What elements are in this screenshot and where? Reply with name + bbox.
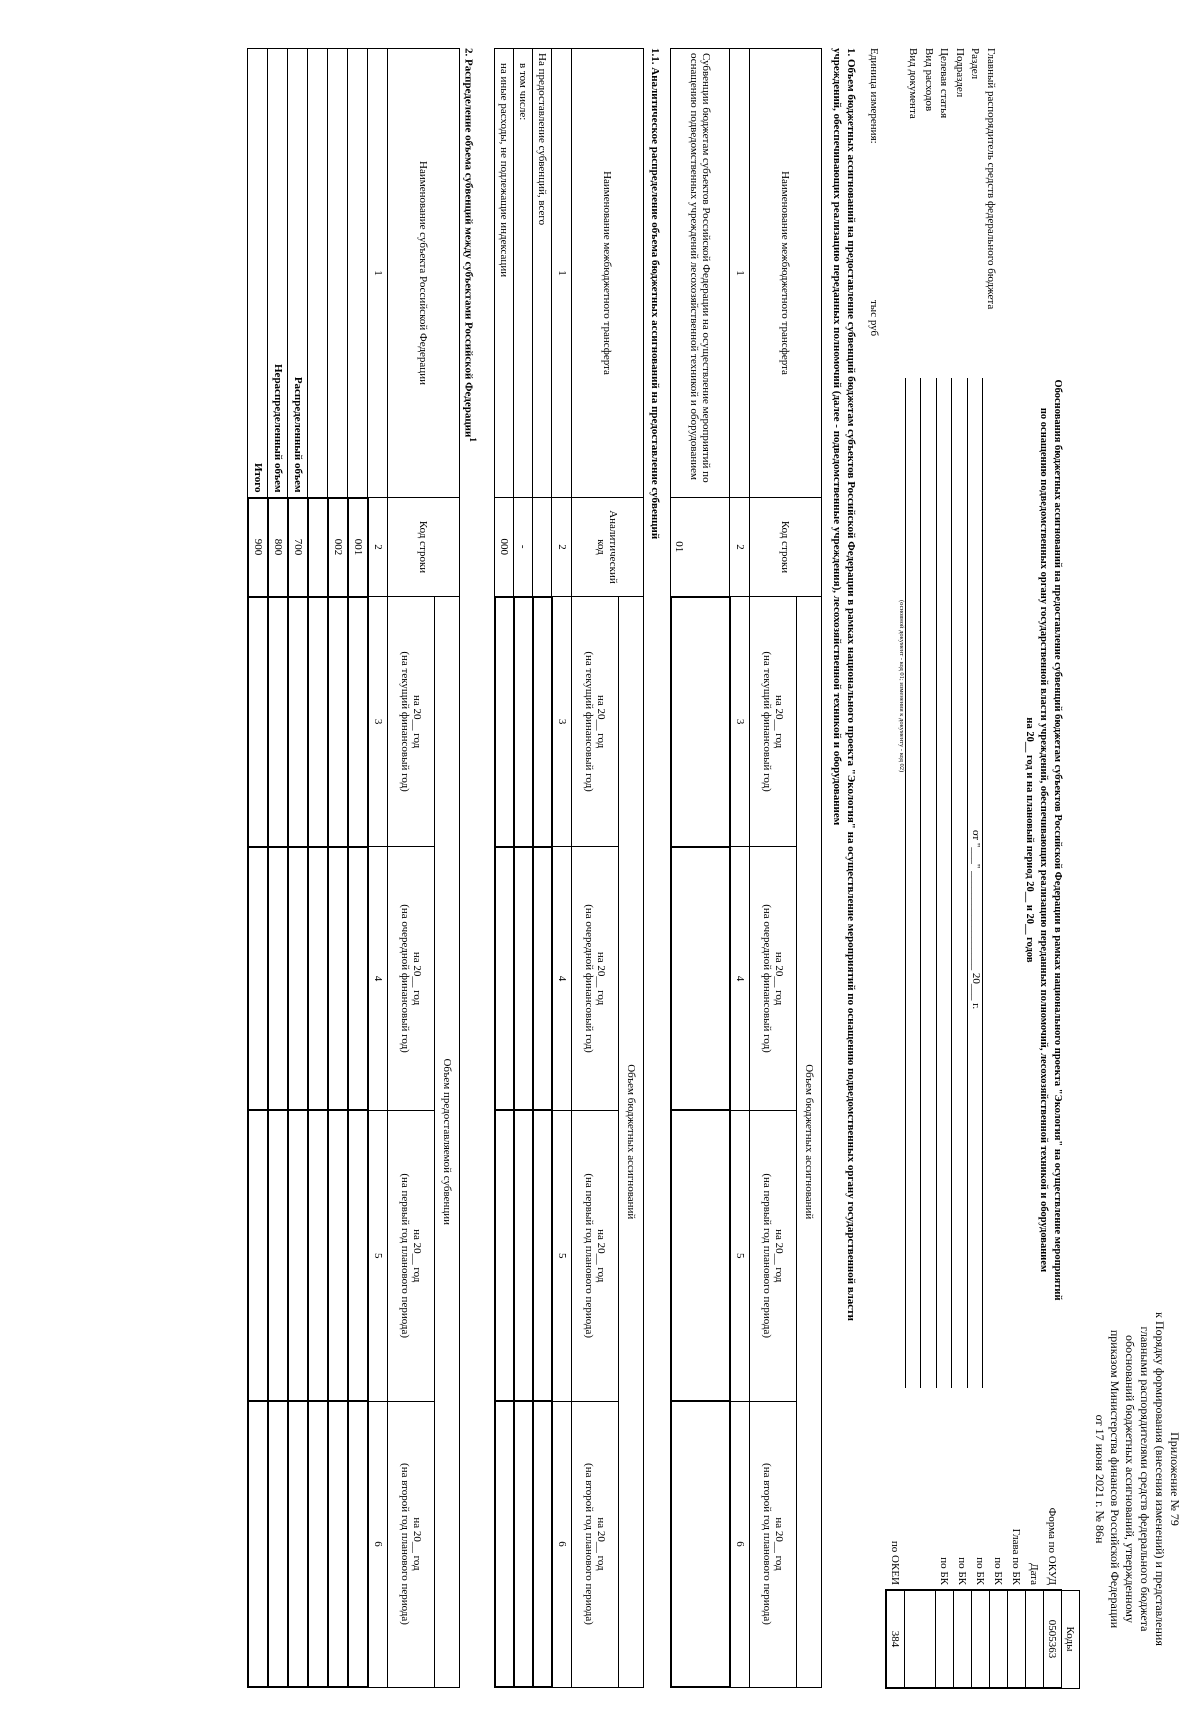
meta-row — [936, 48, 952, 1418]
value-cell[interactable] — [671, 847, 730, 1111]
col-header: Наименование межбюджетного трансферта — [750, 49, 822, 498]
col-header: на 20__ год (на текущий финансовый год) — [572, 597, 619, 847]
table-row — [348, 49, 368, 1688]
appendix-line: обоснований бюджетных ассигнований, утвержденному — [1123, 1335, 1137, 1623]
value-cell[interactable] — [248, 1401, 268, 1687]
footnote-mark: 1 — [468, 437, 478, 442]
section-2-table — [247, 48, 460, 1688]
value-cell[interactable] — [348, 597, 368, 847]
code-label: Глава по БК — [1010, 1528, 1023, 1585]
value-cell[interactable] — [288, 847, 308, 1111]
document-date[interactable]: от "___" __________________ 20___ г. — [970, 830, 982, 1010]
appendix-line: главными распорядителями средств федерального бюджета — [1138, 1326, 1152, 1632]
row-code: 000 — [495, 498, 514, 597]
meta-row — [921, 48, 937, 1418]
value-cell[interactable] — [288, 1401, 308, 1687]
row-name[interactable] — [308, 49, 328, 498]
col-number: 2 — [730, 498, 750, 597]
row-name: Нераспределенный объем — [268, 49, 288, 498]
value-cell[interactable] — [495, 1110, 514, 1401]
meta-input-line[interactable] — [936, 378, 949, 1388]
row-code: 002 — [328, 498, 348, 597]
value-cell[interactable] — [533, 1401, 552, 1687]
value-cell[interactable] — [514, 1110, 533, 1401]
meta-label: Подраздел — [954, 48, 966, 98]
col-header: на 20__ год (на второй год планового периода) — [750, 1401, 797, 1687]
col-number: 6 — [552, 1401, 572, 1687]
col-header: на 20__ год (на первый год планового периода) — [750, 1110, 797, 1401]
col-number: 4 — [552, 847, 572, 1111]
code-value[interactable] — [936, 1590, 954, 1688]
section-title-text: 2. Распределение объема субвенций между субъектами Российской Федерации — [462, 48, 475, 438]
code-value[interactable]: 0505363 — [1044, 1590, 1062, 1688]
meta-label: Вид расходов — [923, 48, 935, 112]
col-number: 5 — [368, 1110, 388, 1401]
row-name: Субвенции бюджетам субъектов Российской Федерации на осуществление мероприятий по оснащению подведомственных учреждений лесохозяйственной техникой и оборудованием — [671, 49, 730, 498]
section-title-line: 1. Объем бюджетных ассигнований на предоставление субвенций бюджетам субъектов Российской Федерации в рамках национального проекта "Экология" на осуществление мероприятий по оснащению подведомственных органу государственной власти — [845, 48, 857, 1321]
col-number: 6 — [368, 1401, 388, 1687]
code-label: по БК — [992, 1557, 1005, 1585]
meta-row — [967, 48, 983, 1418]
value-cell[interactable] — [288, 597, 308, 847]
value-cell[interactable] — [514, 1401, 533, 1687]
value-cell[interactable] — [248, 1110, 268, 1401]
code-label: по БК — [956, 1557, 969, 1585]
col-number: 2 — [368, 498, 388, 597]
code-label: по БК — [938, 1557, 951, 1585]
row-name: На предоставление субвенций, всего — [533, 49, 552, 498]
col-header: на 20__ год (на текущий финансовый год) — [388, 597, 435, 847]
row-code: 800 — [268, 498, 288, 597]
col-number: 3 — [368, 597, 388, 847]
col-number: 6 — [730, 1401, 750, 1687]
appendix-number: Приложение № 79 — [1168, 1432, 1182, 1526]
code-value[interactable] — [1026, 1590, 1044, 1688]
meta-label: Раздел — [969, 48, 982, 80]
col-group-header: Объем бюджетных ассигнований — [797, 597, 822, 1688]
section-1-table — [670, 48, 822, 1688]
col-header: на 20__ год (на второй год планового периода) — [572, 1401, 619, 1687]
value-cell[interactable] — [328, 1401, 348, 1687]
unit-label: Единица измерения: — [868, 48, 880, 144]
value-cell[interactable] — [268, 847, 288, 1111]
meta-input-line[interactable] — [983, 378, 996, 1388]
col-number: 3 — [552, 597, 572, 847]
unit-value: тыс руб — [868, 300, 880, 337]
appendix-line: от 17 июня 2021 г. № 86н — [1093, 1414, 1107, 1544]
table-row — [533, 49, 552, 1688]
col-header: на 20__ год (на очередной финансовый год) — [388, 847, 435, 1111]
section-1-1-title: 1.1. Аналитическое распределение объема бюджетных ассигнований на предоставление субвенций — [649, 48, 661, 540]
table-row — [248, 49, 268, 1688]
value-cell[interactable] — [671, 1401, 730, 1687]
row-name: Распределенный объем — [288, 49, 308, 498]
col-header: Наименование межбюджетного трансферта — [572, 49, 644, 498]
row-code: 001 — [348, 498, 368, 597]
table-row — [495, 49, 514, 1688]
title-line: Обоснования бюджетных ассигнований на предоставление субвенций бюджетам субъектов Российской Федерации в рамках национального проекта "Экология" на осуществление мероприятий — [1052, 379, 1063, 1301]
section-title-line: учреждений, обеспечивающих реализацию переданных полномочий (далее - подведомственные учреждения), лесохозяйственной техникой и оборудованием — [831, 48, 843, 826]
value-cell[interactable] — [533, 1110, 552, 1401]
meta-input-line[interactable] — [967, 378, 980, 1388]
value-cell[interactable] — [533, 847, 552, 1111]
col-header: Аналитический код — [572, 498, 644, 597]
row-code: 700 — [288, 498, 308, 597]
code-value[interactable] — [905, 1590, 936, 1688]
meta-row — [952, 48, 968, 1418]
title-line: на 20__ год и на плановый период 20__ и 20__ годов — [1024, 717, 1035, 963]
value-cell[interactable] — [348, 847, 368, 1111]
code-value[interactable] — [972, 1590, 990, 1688]
value-cell[interactable] — [328, 597, 348, 847]
value-cell[interactable] — [495, 597, 514, 847]
title-line: по оснащению подведомственных органу государственной власти учреждений, обеспечивающих реализацию переданных полномочий, лесохозяйственной техникой и оборудованием — [1038, 407, 1049, 1273]
row-name[interactable] — [328, 49, 348, 498]
code-value[interactable]: 384 — [886, 1590, 905, 1688]
value-cell[interactable] — [308, 597, 328, 847]
col-header: на 20__ год (на первый год планового периода) — [388, 1110, 435, 1401]
value-cell[interactable] — [348, 1110, 368, 1401]
row-code: 900 — [248, 498, 268, 597]
table-row — [514, 49, 533, 1688]
code-label: Дата — [1028, 1563, 1041, 1585]
section-2-title — [461, 48, 480, 1688]
col-number: 5 — [552, 1110, 572, 1401]
col-number: 2 — [552, 498, 572, 597]
col-number: 3 — [730, 597, 750, 847]
col-header: на 20__ год (на текущий финансовый год) — [750, 597, 797, 847]
meta-fields — [905, 48, 998, 1418]
row-code: - — [514, 498, 533, 597]
col-header: на 20__ год (на второй год планового периода) — [388, 1401, 435, 1687]
value-cell[interactable] — [514, 597, 533, 847]
row-name[interactable] — [348, 49, 368, 498]
col-header: на 20__ год (на очередной финансовый год) — [572, 847, 619, 1111]
meta-label: Целевая статья — [938, 48, 951, 119]
value-cell[interactable] — [533, 597, 552, 847]
basis-note: (основной документ - код 01; изменения к документу - код 02) — [898, 600, 905, 773]
appendix-note — [1092, 1269, 1182, 1689]
table-row — [308, 49, 328, 1688]
meta-label: Вид документа — [907, 48, 920, 119]
col-number: 5 — [730, 1110, 750, 1401]
row-name: Итого — [248, 49, 268, 498]
meta-label: Главный распорядитель средств федерального бюджета — [985, 48, 997, 310]
meta-row — [983, 48, 999, 1418]
col-header: Наименование субъекта Российской Федерации — [388, 49, 460, 498]
section-1-1-table — [494, 48, 644, 1688]
value-cell[interactable] — [495, 847, 514, 1111]
meta-row — [905, 48, 921, 1418]
row-code: 01 — [671, 498, 730, 597]
value-cell[interactable] — [348, 1401, 368, 1687]
code-label: по БК — [974, 1557, 987, 1585]
code-label — [905, 1459, 936, 1590]
appendix-line: приказом Министерства финансов Российской Федерации — [1108, 1329, 1122, 1629]
col-number: 1 — [552, 49, 572, 498]
value-cell[interactable] — [671, 597, 730, 847]
meta-input-line[interactable] — [905, 378, 918, 1388]
col-header: Код строки — [388, 498, 460, 597]
codes-table — [885, 1459, 1080, 1689]
code-value[interactable] — [990, 1590, 1008, 1688]
value-cell[interactable] — [495, 1401, 514, 1687]
section-1-title — [830, 48, 858, 1688]
row-code — [533, 498, 552, 597]
col-number: 4 — [730, 847, 750, 1111]
appendix-line: к Порядку формирования (внесения изменений) и представления — [1153, 1312, 1167, 1646]
col-number: 1 — [730, 49, 750, 498]
code-label: по ОКЕИ — [889, 1540, 902, 1585]
value-cell[interactable] — [248, 597, 268, 847]
codes-header: Коды — [1062, 1590, 1080, 1688]
value-cell[interactable] — [514, 847, 533, 1111]
table-row — [671, 49, 730, 1688]
col-group-header: Объем предоставляемой субвенции — [435, 597, 460, 1688]
value-cell[interactable] — [268, 597, 288, 847]
table-row — [288, 49, 308, 1688]
value-cell[interactable] — [268, 1110, 288, 1401]
meta-input-line[interactable] — [921, 378, 934, 1388]
col-header: на 20__ год (на очередной финансовый год) — [750, 847, 797, 1111]
value-cell[interactable] — [308, 1401, 328, 1687]
code-label: Форма по ОКУД — [1046, 1507, 1059, 1585]
value-cell[interactable] — [671, 1110, 730, 1401]
code-value[interactable] — [954, 1590, 972, 1688]
col-header: Код строки — [750, 498, 822, 597]
col-number: 4 — [368, 847, 388, 1111]
meta-input-line[interactable] — [952, 378, 965, 1388]
value-cell[interactable] — [328, 847, 348, 1111]
value-cell[interactable] — [308, 1110, 328, 1401]
col-number: 1 — [368, 49, 388, 498]
table-row — [268, 49, 288, 1688]
col-header: на 20__ год (на первый год планового периода) — [572, 1110, 619, 1401]
table-row — [328, 49, 348, 1688]
col-group-header: Объем бюджетных ассигнований — [619, 597, 644, 1688]
value-cell[interactable] — [248, 847, 268, 1111]
document-title — [1022, 230, 1064, 1450]
row-code — [308, 498, 328, 597]
value-cell[interactable] — [288, 1110, 308, 1401]
row-name: на иные расходы, не подлежащие индексации — [495, 49, 514, 498]
row-name: в том числе: — [514, 49, 533, 498]
value-cell[interactable] — [268, 1401, 288, 1687]
value-cell[interactable] — [328, 1110, 348, 1401]
code-value[interactable] — [1008, 1590, 1026, 1688]
value-cell[interactable] — [308, 847, 328, 1111]
